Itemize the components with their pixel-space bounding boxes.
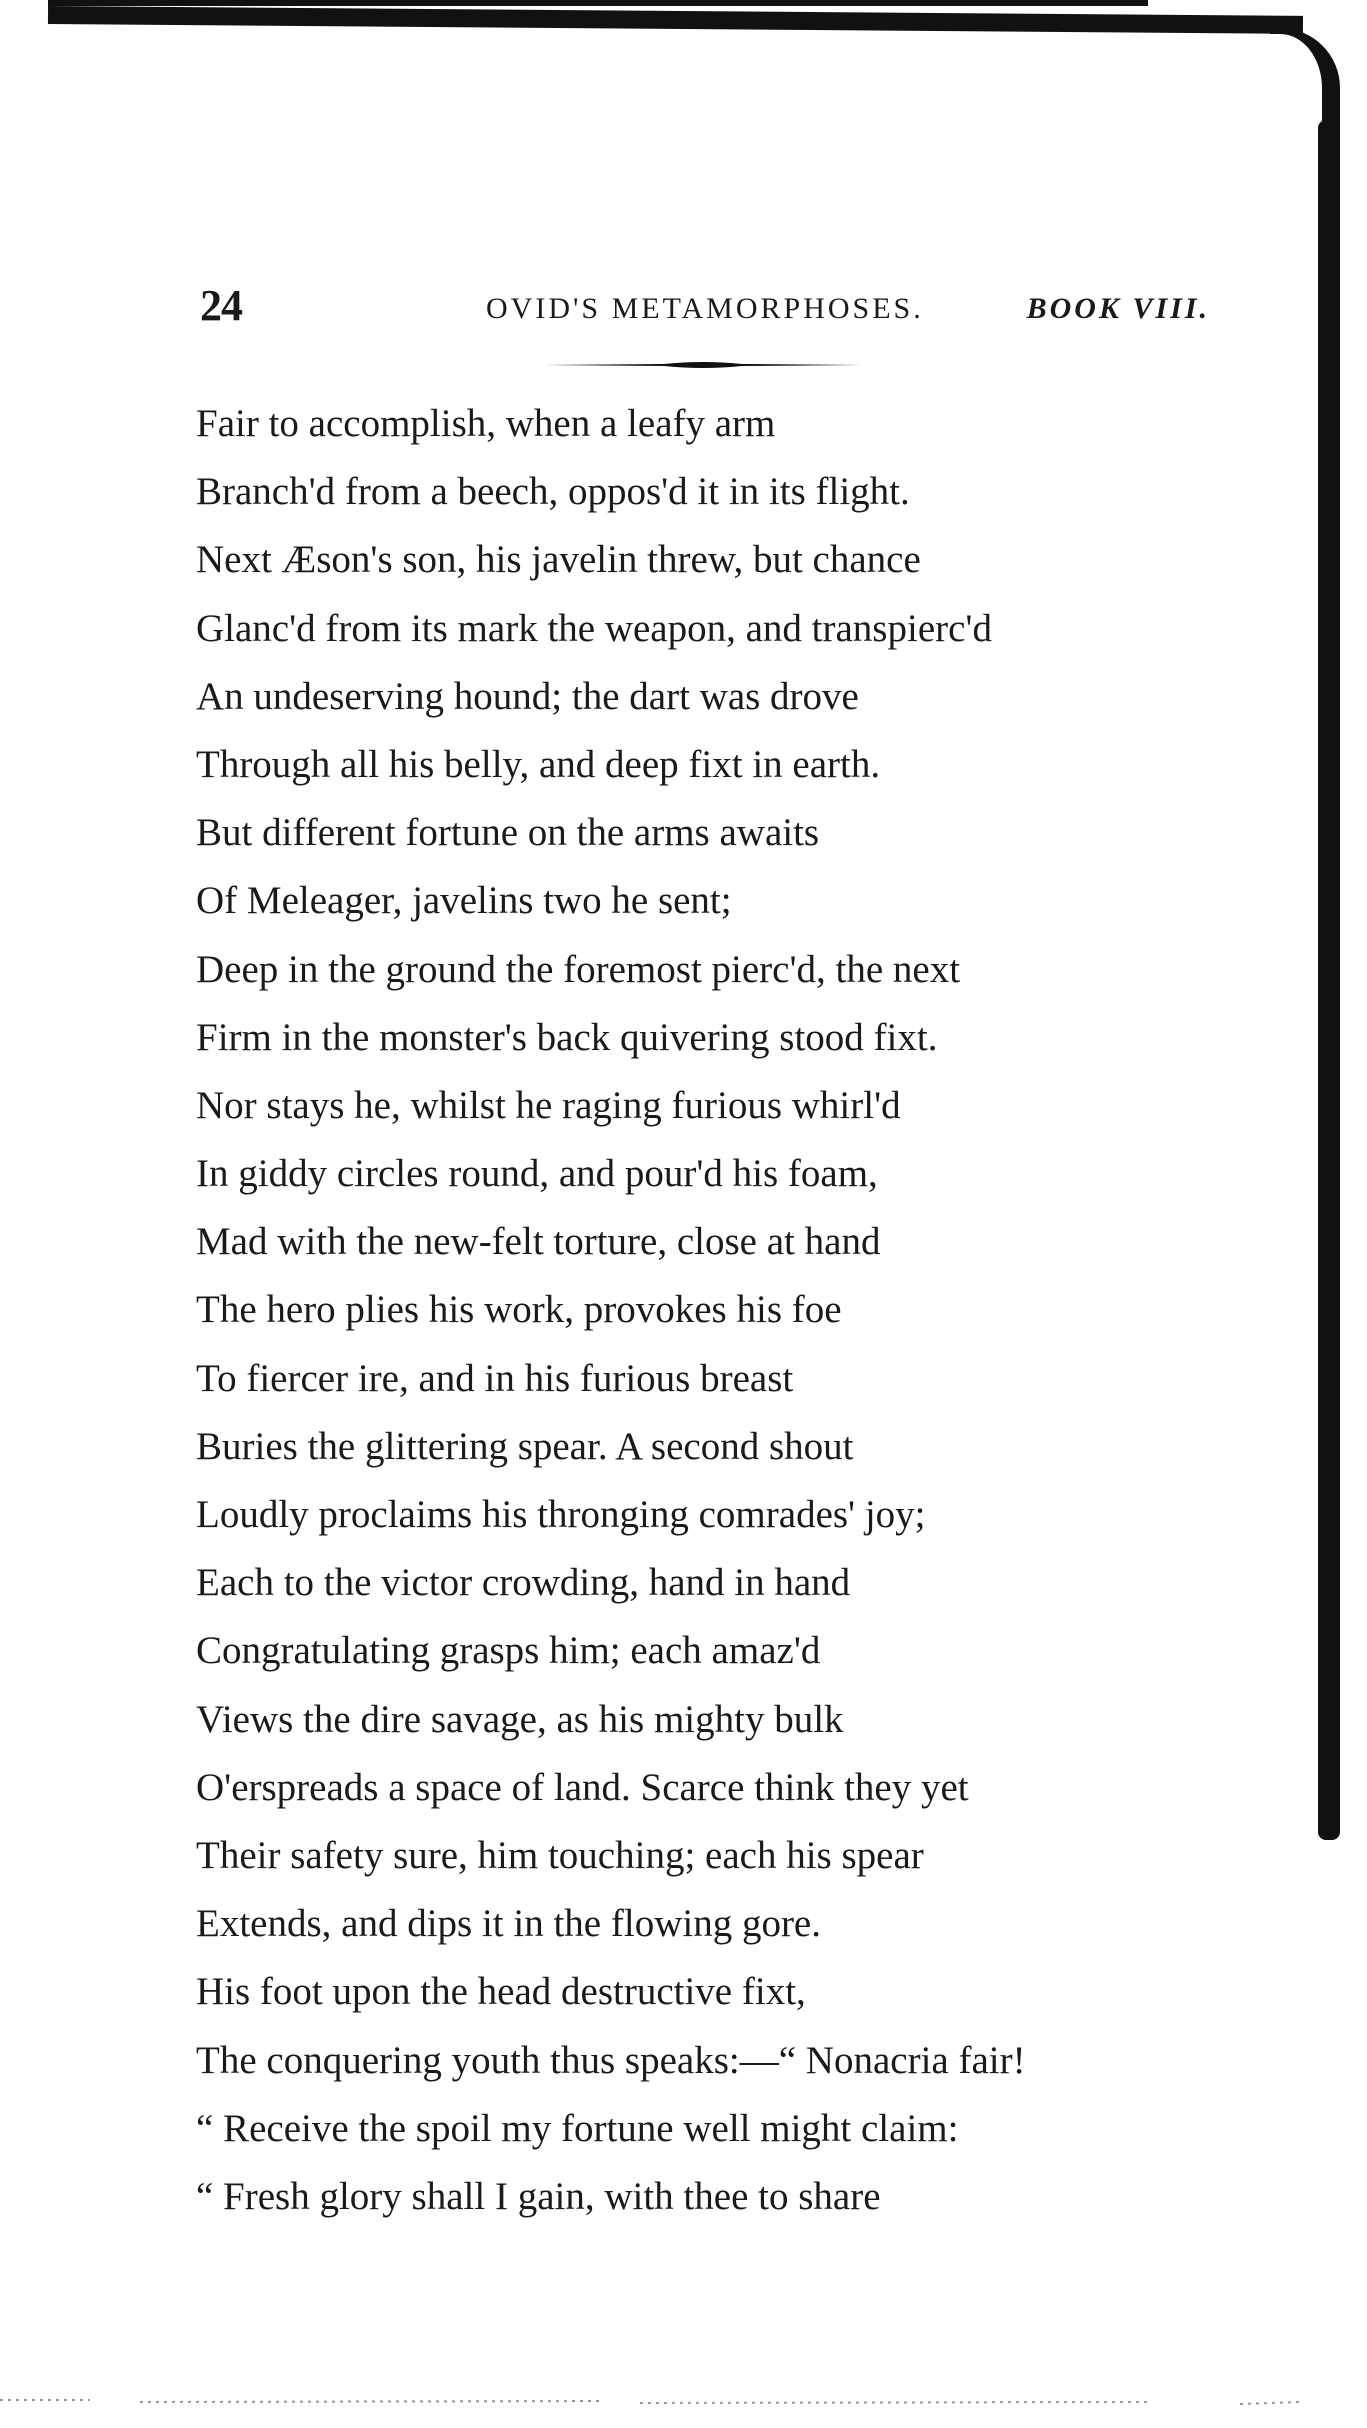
scan-shadow-top xyxy=(48,6,1303,34)
page-edge-top xyxy=(48,0,1148,6)
verse-line: Their safety sure, him touching; each his spear xyxy=(196,1833,924,1877)
verse-line: Next Æson's son, his javelin threw, but chance xyxy=(196,538,921,582)
verse-line: Nor stays he, whilst he raging furious whirl'd xyxy=(196,1083,901,1127)
verse-line: Buries the glittering spear. A second shout xyxy=(196,1424,854,1468)
verse-line: Glanc'd from its mark the weapon, and transpierc'd xyxy=(196,606,992,650)
verse-line: “ Receive the spoil my fortune well might claim: xyxy=(196,2106,959,2150)
verse-line: But different fortune on the arms awaits xyxy=(196,811,820,855)
book-title: OVID'S METAMORPHOSES. xyxy=(486,292,924,325)
verse-line: Firm in the monster's back quivering stood fixt. xyxy=(196,1015,938,1059)
verse-text xyxy=(196,390,1266,2231)
verse-line: Of Meleager, javelins two he sent; xyxy=(196,879,732,923)
verse-line: Extends, and dips it in the flowing gore. xyxy=(196,1902,821,1946)
book-number: BOOK VIII. xyxy=(1026,292,1210,325)
ornament-rule xyxy=(544,360,862,370)
verse-line: O'erspreads a space of land. Scarce think they yet xyxy=(196,1765,969,1809)
verse-line: Fair to accomplish, when a leafy arm xyxy=(196,402,776,445)
verse-line: Through all his belly, and deep fixt in earth. xyxy=(196,742,881,786)
scan-noise-bottom xyxy=(0,2392,1367,2412)
verse-line: To fiercer ire, and in his furious breast xyxy=(196,1356,794,1400)
verse-line: Mad with the new-felt torture, close at hand xyxy=(196,1220,881,1264)
running-head xyxy=(200,280,1210,330)
verse-line: An undeserving hound; the dart was drove xyxy=(196,674,859,718)
verse-line: The hero plies his work, provokes his foe xyxy=(196,1288,842,1332)
verse-line: Branch'd from a beech, oppos'd it in its flight. xyxy=(196,470,910,514)
verse-line: “ Fresh glory shall I gain, with thee to share xyxy=(196,2174,881,2218)
page-number: 24 xyxy=(200,281,242,330)
verse-line: In giddy circles round, and pour'd his foam, xyxy=(196,1152,878,1196)
verse-line: Congratulating grasps him; each amaz'd xyxy=(196,1629,821,1673)
verse-line: His foot upon the head destructive fixt, xyxy=(196,1970,806,2014)
verse-line: Loudly proclaims his thronging comrades' joy; xyxy=(196,1493,926,1536)
verse-line: Views the dire savage, as his mighty bulk xyxy=(196,1697,844,1741)
verse-line: The conquering youth thus speaks:—“ Nonacria fair! xyxy=(196,2038,1026,2082)
verse-line: Each to the victor crowding, hand in hand xyxy=(196,1561,851,1605)
verse-line: Deep in the ground the foremost pierc'd, the next xyxy=(196,947,961,991)
scan-shadow-right xyxy=(1318,120,1340,1840)
